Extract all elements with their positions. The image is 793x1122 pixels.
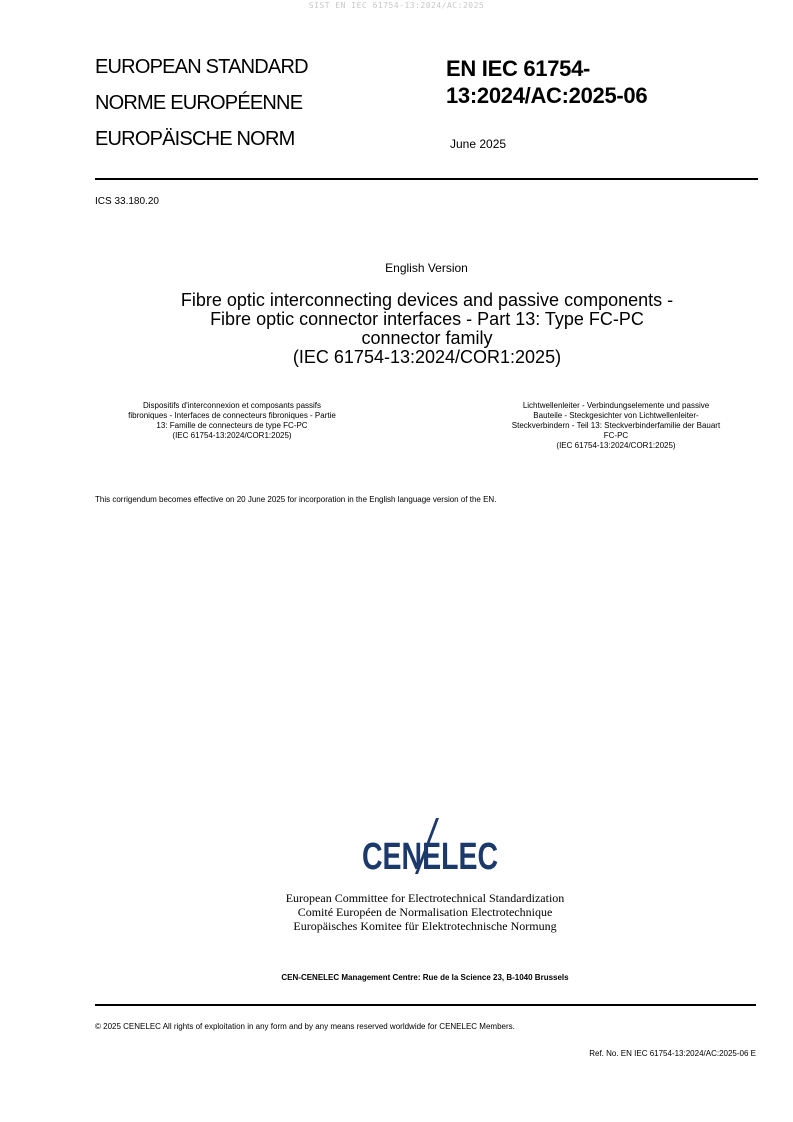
title-line-2: Fibre optic connector interfaces - Part 13: Type FC-PC — [210, 309, 644, 329]
committee-names — [175, 891, 675, 933]
german-title-line: Bauteile - Steckgesichter von Lichtwellenleiter- — [533, 411, 699, 420]
footer-divider — [95, 1004, 756, 1006]
french-title-line: fibroniques - Interfaces de connecteurs fibroniques - Partie — [128, 411, 336, 420]
watermark: SIST EN IEC 61754-13:2024/AC:2025 — [308, 1, 485, 10]
standard-code — [446, 55, 746, 109]
management-centre-address: CEN-CENELEC Management Centre: Rue de la Science 23, B-1040 Brussels — [281, 973, 569, 982]
german-title-line: FC-PC — [603, 431, 629, 440]
title-line-1: Fibre optic interconnecting devices and passive components - — [180, 290, 674, 310]
language-version: English Version — [385, 261, 468, 275]
committee-name-en: European Committee for Electrotechnical Standardization — [285, 891, 565, 905]
german-title — [470, 401, 762, 451]
reference-number: Ref. No. EN IEC 61754-13:2024/AC:2025-06 E — [589, 1049, 756, 1058]
standard-name-en: EUROPEAN STANDARD — [95, 56, 308, 78]
document-title — [140, 291, 714, 367]
committee-name-de: Europäisches Komitee für Elektrotechnische Normung — [293, 919, 557, 933]
french-title-line: 13: Famille de connecteurs de type FC-PC — [156, 421, 308, 430]
logo-text: CENELEC — [362, 836, 498, 876]
publication-date: June 2025 — [450, 137, 507, 151]
german-title-line: Lichtwellenleiter - Verbindungselemente und passive — [522, 401, 710, 410]
standard-code-line-1: EN IEC 61754- — [446, 56, 591, 81]
standard-name-de: EUROPÄISCHE NORM — [95, 128, 295, 150]
french-title — [84, 401, 380, 441]
copyright-notice: © 2025 CENELEC All rights of exploitation in any form and by any means reserved worldwide for CENELEC Members. — [95, 1022, 515, 1031]
cenelec-logo — [300, 818, 560, 876]
french-title-line: Dispositifs d'interconnexion et composants passifs — [142, 401, 322, 410]
committee-name-fr: Comité Européen de Normalisation Electrotechnique — [297, 905, 553, 919]
german-title-line: (IEC 61754-13:2024/COR1:2025) — [556, 441, 676, 450]
german-title-line: Steckverbindern - Teil 13: Steckverbinderfamilie der Bauart — [511, 421, 721, 430]
french-title-line: (IEC 61754-13:2024/COR1:2025) — [172, 431, 292, 440]
corrigendum-note: This corrigendum becomes effective on 20 June 2025 for incorporation in the English language version of the EN. — [95, 495, 497, 504]
title-line-3: connector family — [361, 328, 493, 348]
standard-name-fr: NORME EUROPÉENNE — [95, 92, 303, 114]
title-line-4: (IEC 61754-13:2024/COR1:2025) — [292, 347, 562, 367]
header-divider — [95, 178, 758, 180]
standard-code-line-2: 13:2024/AC:2025-06 — [446, 83, 648, 108]
ics-code: ICS 33.180.20 — [95, 196, 159, 207]
